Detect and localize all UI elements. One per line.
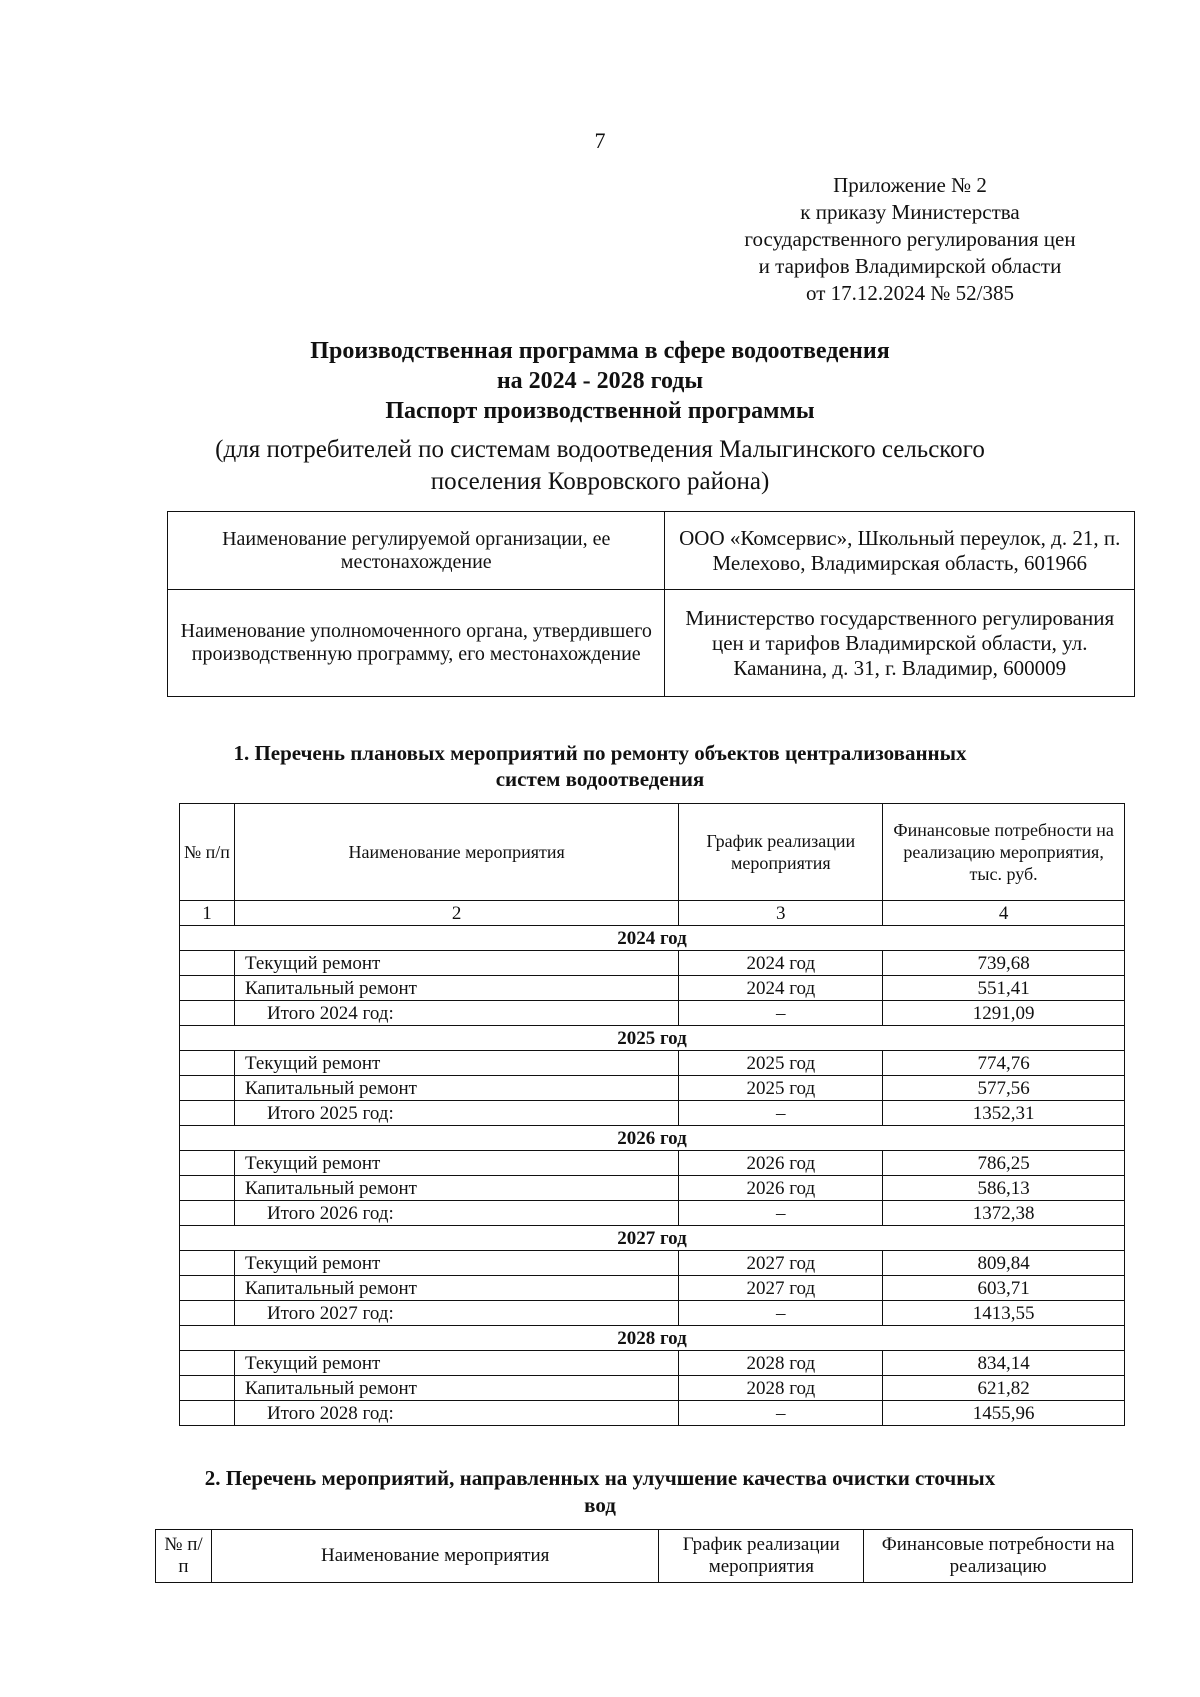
cell-value: 586,13 xyxy=(883,1176,1125,1201)
treatment-table xyxy=(155,1529,1133,1583)
passport-title: Паспорт производственной программы xyxy=(385,398,815,424)
cell-value: 834,14 xyxy=(883,1351,1125,1376)
cell-num xyxy=(180,1101,235,1126)
col-number: 1 xyxy=(180,901,235,926)
cell-schedule: 2024 год xyxy=(679,951,883,976)
cell-value: 577,56 xyxy=(883,1076,1125,1101)
cell-schedule: 2028 год xyxy=(679,1376,883,1401)
year-row xyxy=(180,926,1125,951)
column-number-row xyxy=(180,901,1125,926)
header-num: № п/п xyxy=(180,804,235,901)
cell-total-label: Итого 2028 год: xyxy=(234,1401,678,1426)
table-row xyxy=(180,1351,1125,1376)
cell-name: Текущий ремонт xyxy=(234,1251,678,1276)
header-schedule: График реализации мероприятия xyxy=(679,804,883,901)
cell-value: 1352,31 xyxy=(883,1101,1125,1126)
cell-total-label: Итого 2026 год: xyxy=(234,1201,678,1226)
appendix-line: от 17.12.2024 № 52/385 xyxy=(805,281,1015,305)
cell-num xyxy=(180,1401,235,1426)
cell-name: Текущий ремонт xyxy=(234,1051,678,1076)
table-row xyxy=(180,1376,1125,1401)
program-period: на 2024 - 2028 годы xyxy=(496,368,704,394)
passport-table xyxy=(167,511,1135,697)
table-row xyxy=(180,1051,1125,1076)
appendix-block xyxy=(700,172,1120,307)
cell-num xyxy=(180,1051,235,1076)
cell-name: Капитальный ремонт xyxy=(234,1276,678,1301)
appendix-line: к приказу Министерства xyxy=(800,200,1020,224)
cell-value: 1372,38 xyxy=(883,1201,1125,1226)
page-number: 7 xyxy=(594,128,606,153)
cell-schedule: 2026 год xyxy=(679,1176,883,1201)
table-row xyxy=(180,951,1125,976)
cell-num xyxy=(180,1301,235,1326)
table-header-row xyxy=(156,1530,1133,1583)
cell-num xyxy=(180,1201,235,1226)
cell-name: Капитальный ремонт xyxy=(234,976,678,1001)
cell-name: Текущий ремонт xyxy=(234,1351,678,1376)
total-row xyxy=(180,1301,1125,1326)
cell-value: 1291,09 xyxy=(883,1001,1125,1026)
appendix-line: государственного регулирования цен xyxy=(744,227,1076,251)
cell-name: Текущий ремонт xyxy=(234,951,678,976)
cell-value: 774,76 xyxy=(883,1051,1125,1076)
col-number: 4 xyxy=(883,901,1125,926)
cell-schedule: 2028 год xyxy=(679,1351,883,1376)
cell-schedule: 2026 год xyxy=(679,1151,883,1176)
cell-schedule: – xyxy=(679,1301,883,1326)
total-row xyxy=(180,1401,1125,1426)
consumer-scope-line1: (для потребителей по системам водоотведения Малыгинского сельского xyxy=(215,436,985,463)
col-number: 3 xyxy=(679,901,883,926)
cell-value: 739,68 xyxy=(883,951,1125,976)
cell-value: 621,82 xyxy=(883,1376,1125,1401)
table-row xyxy=(180,1176,1125,1201)
cell-schedule: 2027 год xyxy=(679,1276,883,1301)
cell-value: 809,84 xyxy=(883,1251,1125,1276)
authority-value: Министерство государственного регулирования цен и тарифов Владимирской области, ул. Каманина, д. 31, г. Владимир, 600009 xyxy=(665,590,1135,697)
total-row xyxy=(180,1201,1125,1226)
cell-schedule: – xyxy=(679,1101,883,1126)
year-row xyxy=(180,1126,1125,1151)
consumer-scope-line2: поселения Ковровского района) xyxy=(430,468,770,495)
year-label: 2025 год xyxy=(180,1026,1125,1051)
section2-title: 2. Перечень мероприятий, направленных на улучшение качества очистки сточных xyxy=(204,1466,996,1490)
cell-total-label: Итого 2024 год: xyxy=(234,1001,678,1026)
cell-num xyxy=(180,1176,235,1201)
table-row xyxy=(168,512,1135,590)
appendix-line: Приложение № 2 xyxy=(833,173,987,197)
year-label: 2024 год xyxy=(180,926,1125,951)
year-row xyxy=(180,1026,1125,1051)
cell-num xyxy=(180,1251,235,1276)
year-label: 2027 год xyxy=(180,1226,1125,1251)
cell-total-label: Итого 2027 год: xyxy=(234,1301,678,1326)
header-schedule: График реализации мероприятия xyxy=(659,1530,864,1583)
cell-value: 1413,55 xyxy=(883,1301,1125,1326)
section1-title: 1. Перечень плановых мероприятий по ремонту объектов централизованных xyxy=(233,741,967,765)
org-value: ООО «Комсервис», Школьный переулок, д. 21, п. Мелехово, Владимирская область, 601966 xyxy=(665,512,1135,590)
table-row xyxy=(180,1076,1125,1101)
cell-schedule: 2027 год xyxy=(679,1251,883,1276)
year-row xyxy=(180,1326,1125,1351)
table-row xyxy=(168,590,1135,697)
cell-value: 786,25 xyxy=(883,1151,1125,1176)
header-finance: Финансовые потребности на реализацию мероприятия, тыс. руб. xyxy=(883,804,1125,901)
cell-value: 551,41 xyxy=(883,976,1125,1001)
org-label: Наименование регулируемой организации, ее местонахождение xyxy=(168,512,665,590)
authority-label: Наименование уполномоченного органа, утвердившего производственную программу, его местонахождение xyxy=(168,590,665,697)
table-row xyxy=(180,1151,1125,1176)
year-row xyxy=(180,1226,1125,1251)
col-number: 2 xyxy=(234,901,678,926)
cell-total-label: Итого 2025 год: xyxy=(234,1101,678,1126)
header-num: № п/п xyxy=(156,1530,212,1583)
cell-name: Капитальный ремонт xyxy=(234,1376,678,1401)
total-row xyxy=(180,1101,1125,1126)
year-label: 2026 год xyxy=(180,1126,1125,1151)
cell-name: Капитальный ремонт xyxy=(234,1176,678,1201)
table-header-row xyxy=(180,804,1125,901)
header-name: Наименование мероприятия xyxy=(211,1530,658,1583)
program-title: Производственная программа в сфере водоотведения xyxy=(310,338,890,364)
section1-title-cont: систем водоотведения xyxy=(495,767,705,791)
cell-name: Капитальный ремонт xyxy=(234,1076,678,1101)
cell-schedule: – xyxy=(679,1001,883,1026)
total-row xyxy=(180,1001,1125,1026)
header-finance: Финансовые потребности на реализацию xyxy=(864,1530,1133,1583)
cell-num xyxy=(180,1151,235,1176)
cell-value: 1455,96 xyxy=(883,1401,1125,1426)
cell-schedule: 2024 год xyxy=(679,976,883,1001)
table-row xyxy=(180,1251,1125,1276)
cell-schedule: – xyxy=(679,1401,883,1426)
cell-num xyxy=(180,1351,235,1376)
cell-num xyxy=(180,1276,235,1301)
repair-table xyxy=(179,803,1125,1426)
cell-num xyxy=(180,1001,235,1026)
cell-num xyxy=(180,1076,235,1101)
table-row xyxy=(180,1276,1125,1301)
cell-num xyxy=(180,976,235,1001)
cell-num xyxy=(180,1376,235,1401)
cell-schedule: 2025 год xyxy=(679,1051,883,1076)
header-name: Наименование мероприятия xyxy=(234,804,678,901)
cell-schedule: – xyxy=(679,1201,883,1226)
cell-num xyxy=(180,951,235,976)
cell-value: 603,71 xyxy=(883,1276,1125,1301)
appendix-line: и тарифов Владимирской области xyxy=(758,254,1062,278)
section2-title-cont: вод xyxy=(584,1493,616,1517)
year-label: 2028 год xyxy=(180,1326,1125,1351)
table-row xyxy=(180,976,1125,1001)
cell-schedule: 2025 год xyxy=(679,1076,883,1101)
cell-name: Текущий ремонт xyxy=(234,1151,678,1176)
